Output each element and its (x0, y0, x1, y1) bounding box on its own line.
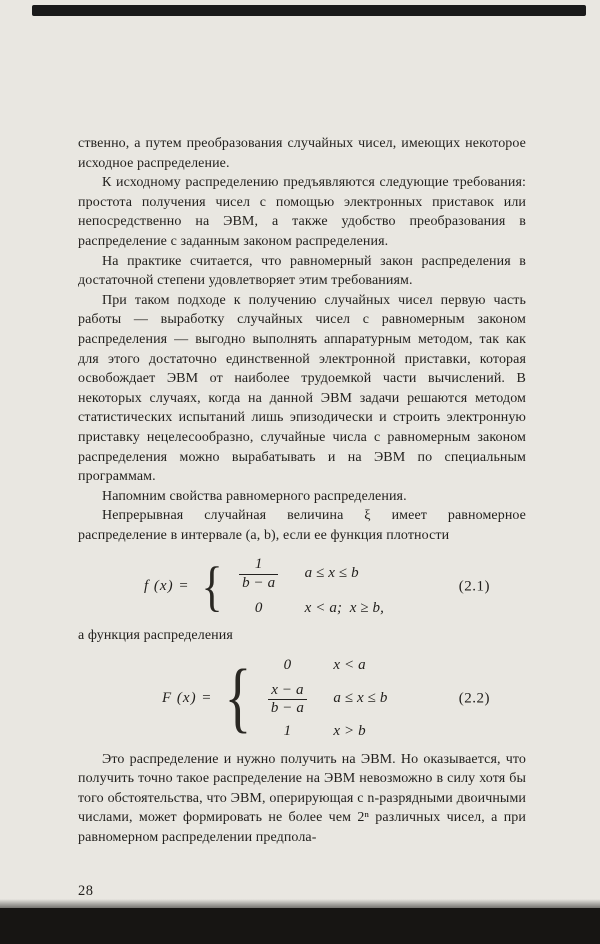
paragraph-continuation: ственно, а путем преобразования случайных чисел, имеющих некоторое исходное распределение. (78, 136, 526, 171)
case-value (257, 681, 317, 718)
case-condition: x < a (333, 657, 366, 674)
paragraph: Это распределение и нужно получить на ЭВМ. Но оказывается, что получить точно такое распределение на ЭВМ невозможно в силу хотя бы того обстоятельства, что ЭВМ, оперирующая с n-разрядными двоичными числами, может формировать не более чем 2ⁿ различных чисел, а при равномерном распределении предпола- (78, 751, 526, 845)
fraction (268, 682, 307, 718)
case-row (257, 681, 387, 718)
case-row (257, 656, 387, 676)
page-number: 28 (78, 883, 94, 899)
equation-2-1 (78, 555, 526, 618)
fraction-numerator: 1 (254, 556, 263, 573)
equation-cases (229, 555, 384, 618)
case-value: 1 (283, 723, 292, 740)
equation-lhs: f (x) = (144, 578, 190, 595)
case-condition: a ≤ x ≤ b (304, 564, 359, 581)
case-value (229, 555, 289, 592)
fraction-denominator: b − a (268, 699, 307, 717)
equation-cases (257, 656, 387, 742)
case-condition: x < a; x ≥ b, (304, 599, 384, 616)
top-scan-edge (32, 5, 586, 16)
fraction-numerator: x − a (271, 681, 304, 698)
paragraph: К исходному распределению предъявляются следующие требования: простота получения чисел с помощью электронных приставок или непосредственно на ЭВМ, а также удобство преобразования в распределение с заданным законом распределения. (78, 175, 526, 249)
bottom-scan-edge (0, 908, 600, 944)
equation-number: (2.1) (458, 578, 490, 595)
case-row (229, 599, 384, 619)
case-condition: x > b (333, 723, 366, 740)
equation-2-2 (78, 656, 526, 742)
equation-lhs: F (x) = (162, 690, 213, 707)
text-column (78, 134, 526, 848)
case-condition: a ≤ x ≤ b (333, 690, 388, 707)
case-row (257, 722, 387, 742)
case-value: 0 (283, 657, 292, 674)
paragraph: Непрерывная случайная величина ξ имеет равномерное распределение в интервале (a, b), если ее функция плотности (78, 508, 526, 543)
equation-number: (2.2) (458, 690, 490, 707)
paragraph: На практике считается, что равномерный закон распределения в достаточной степени удовлетворяет этим требованиям. (78, 253, 526, 289)
fraction-denominator: b − a (239, 574, 278, 592)
paragraph: При таком подходе к получению случайных чисел первую часть работы — выработку случайных чисел с равномерным законом распределения — выгодно выполнять аппаратурным методом, так как для этого достаточно единственной электронной приставки, которая освобождает ЭВМ от наиболее трудоемкой части вычислений. В некоторых случаях, когда на данной ЭВМ задачи решаются методом статистических испытаний лишь эпизодически и строить электронную приставку нецелесообразно, случайные числа с равномерным законом распределения можно вырабатывать и на ЭВМ по специальным программам. (78, 292, 526, 485)
fraction (239, 556, 278, 592)
case-value: 0 (254, 599, 263, 616)
paragraph: а функция распределения (78, 628, 233, 644)
paragraph: Напомним свойства равномерного распределения. (102, 488, 407, 504)
left-brace: { (224, 654, 252, 742)
case-row (229, 555, 384, 592)
left-brace: { (201, 556, 223, 618)
